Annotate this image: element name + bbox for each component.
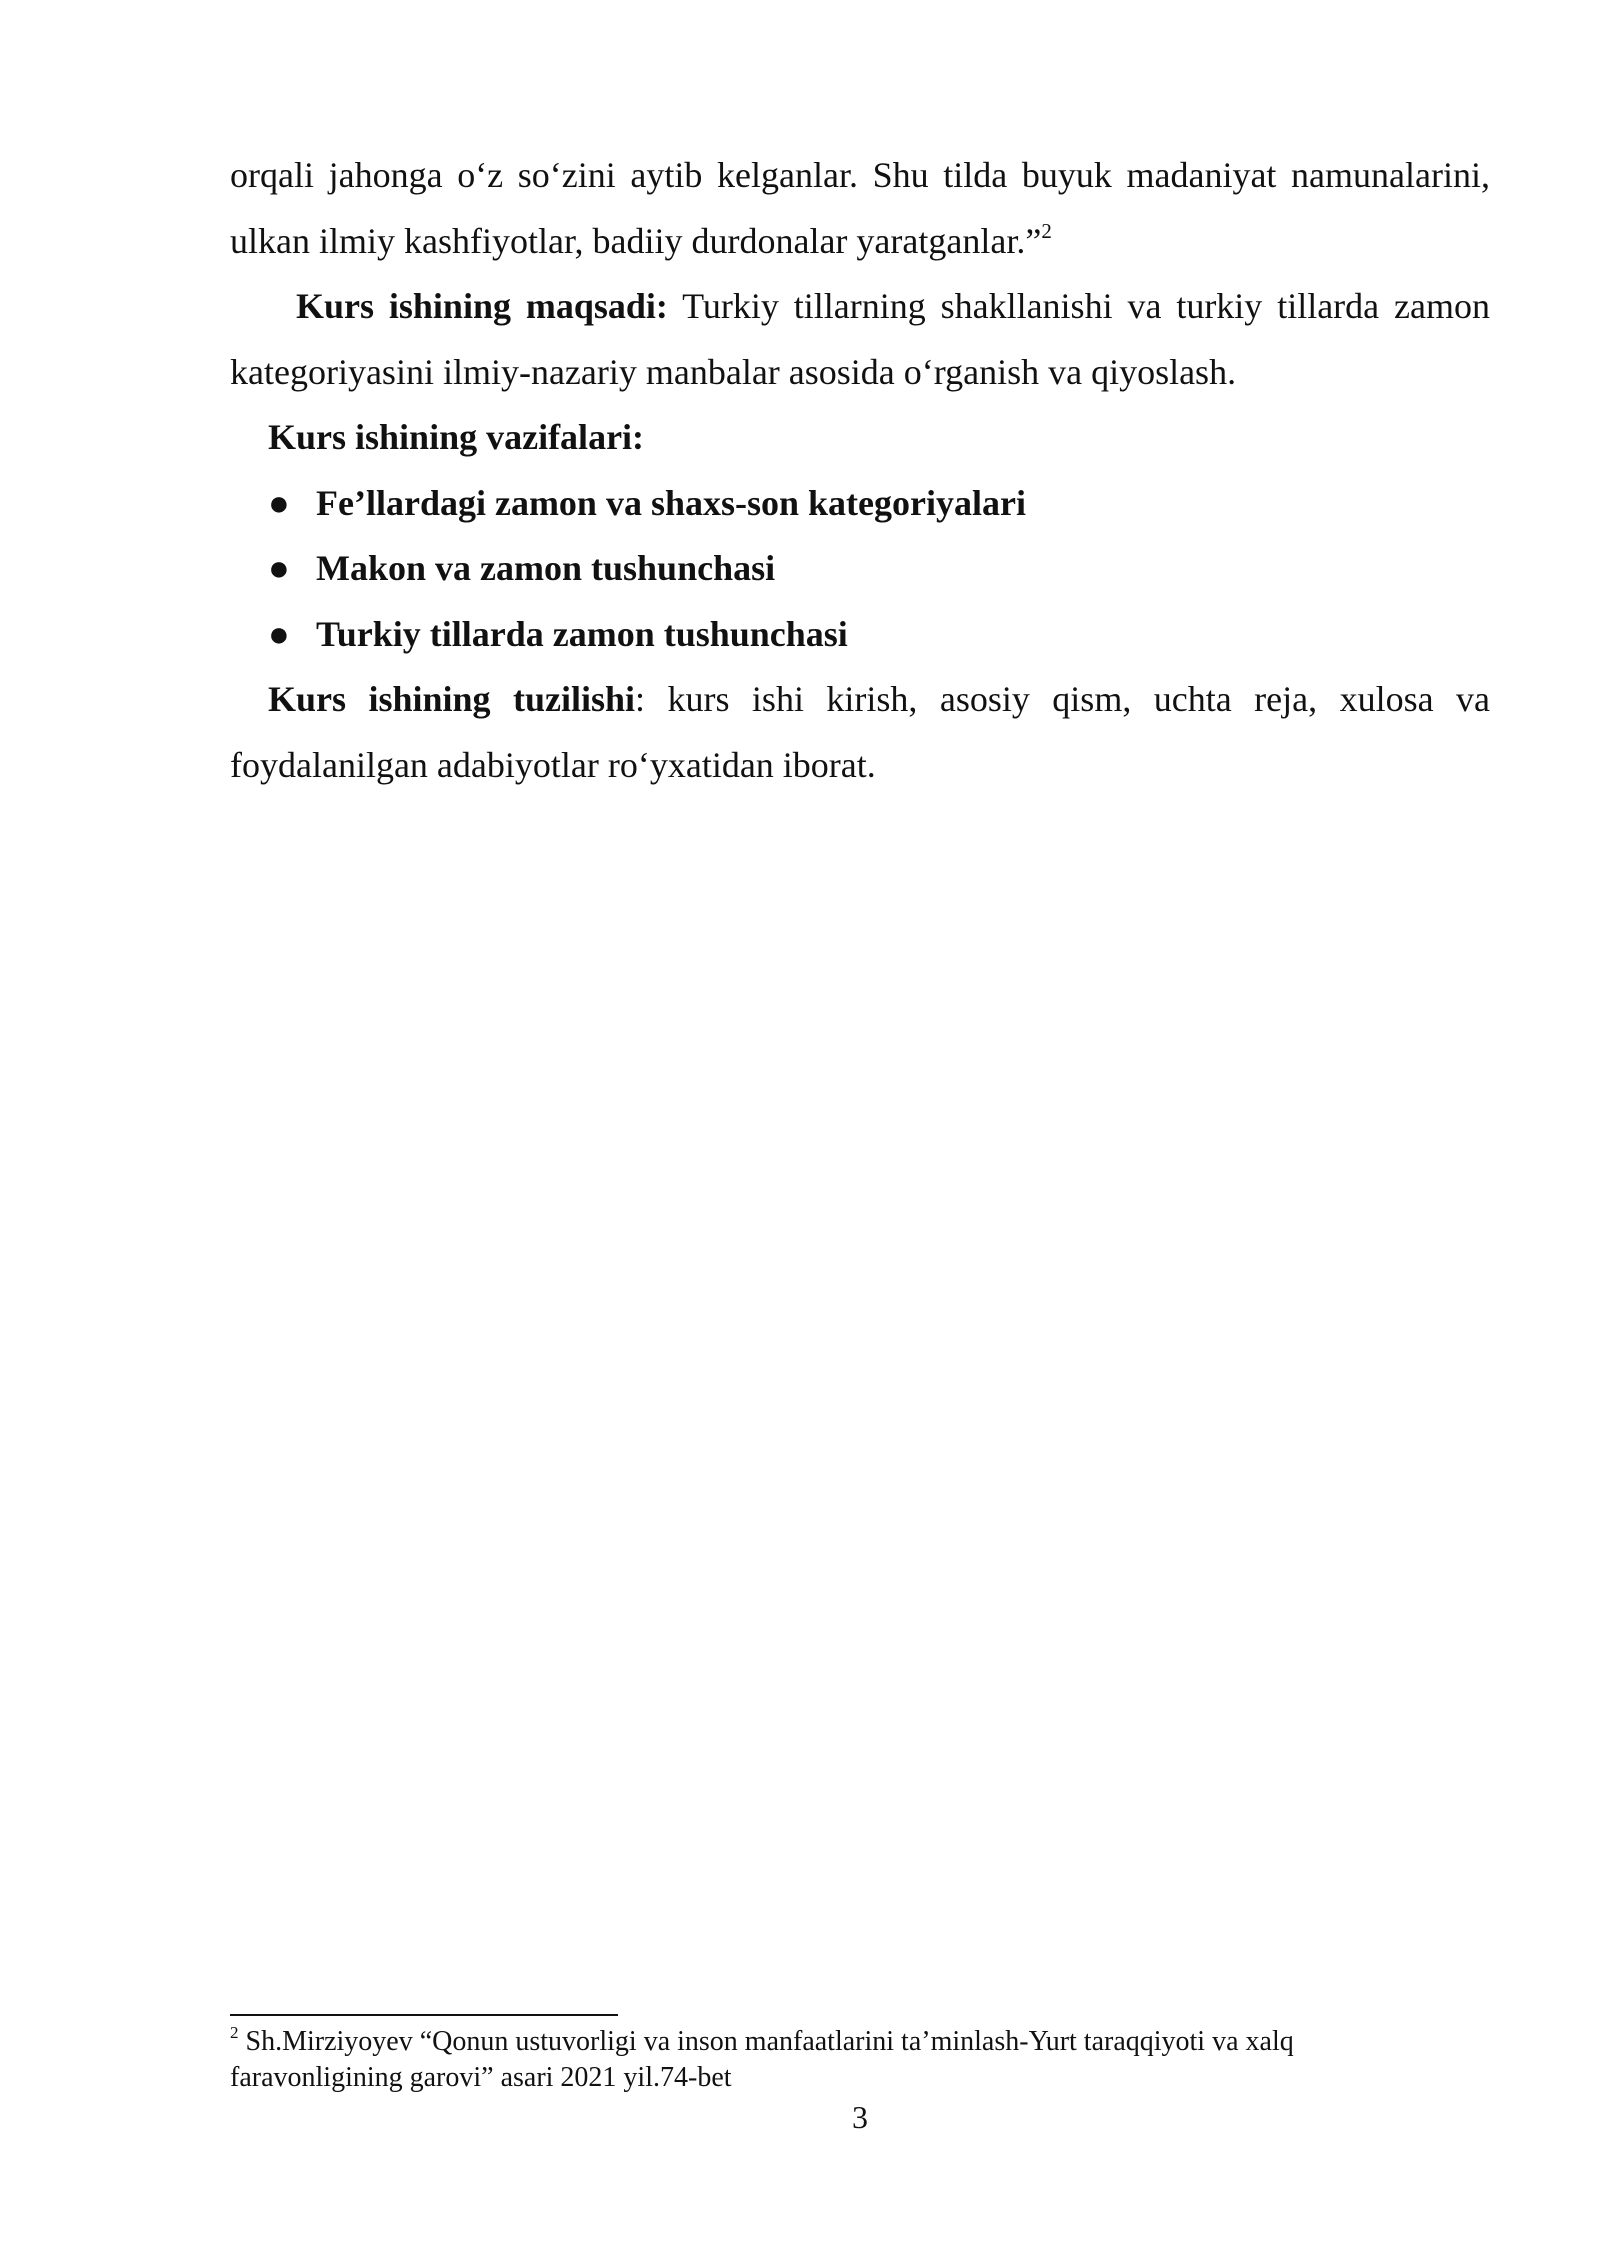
list-item-text: Turkiy tillarda zamon tushunchasi	[316, 613, 848, 654]
quote-continuation-text: orqali jahonga o‘z so‘zini aytib kelganlar. Shu tilda buyuk madaniyat namunalarini, ulkan ilmiy kashfiyotlar, badiiy durdonalar yaratganlar.”	[230, 155, 1490, 261]
bullet-icon: ●	[268, 548, 290, 588]
course-structure-text: : kurs ishi kirish, asosiy qism, uchta reja, xulosa va foydalanilgan adabiyotlar ro‘yxatidan iborat.	[230, 679, 1491, 785]
course-goal-label: Kurs ishining maqsadi:	[296, 286, 668, 326]
quote-continuation-paragraph	[230, 143, 1490, 274]
course-structure-paragraph	[230, 667, 1490, 798]
list-item	[230, 602, 1490, 668]
footnote-reference: 2	[1041, 218, 1052, 243]
footnote-separator	[230, 2014, 618, 2016]
list-item-text: Makon va zamon tushunchasi	[316, 548, 776, 588]
list-item-text: Fe’llardagi zamon va shaxs-son kategoriyalari	[316, 482, 1026, 523]
list-item	[230, 471, 1490, 537]
footnote-text: Sh.Mirziyoyev “Qonun ustuvorligi va inson manfaatlarini ta’minlash-Yurt taraqqiyoti va xalq faravonligining garovi” asari 2021 yil.74-bet	[230, 2026, 1294, 2093]
body-text	[230, 143, 1490, 798]
list-item	[230, 536, 1490, 602]
page-number: 3	[852, 2099, 868, 2135]
bullet-icon: ●	[268, 613, 290, 654]
course-structure-label: Kurs ishining tuzilishi	[268, 679, 636, 719]
course-tasks-list	[230, 471, 1490, 668]
bullet-icon: ●	[268, 482, 290, 523]
course-goal-text: Turkiy tillarning shakllanishi va turkiy tillarda zamon kategoriyasini ilmiy-nazariy manbalar asosida o‘rganish va qiyoslash.	[230, 286, 1490, 392]
course-tasks-heading: Kurs ishining vazifalari:	[268, 417, 645, 457]
course-goal-paragraph	[230, 274, 1490, 405]
footnote-number: 2	[230, 2023, 239, 2042]
footnote	[230, 2024, 1430, 2096]
